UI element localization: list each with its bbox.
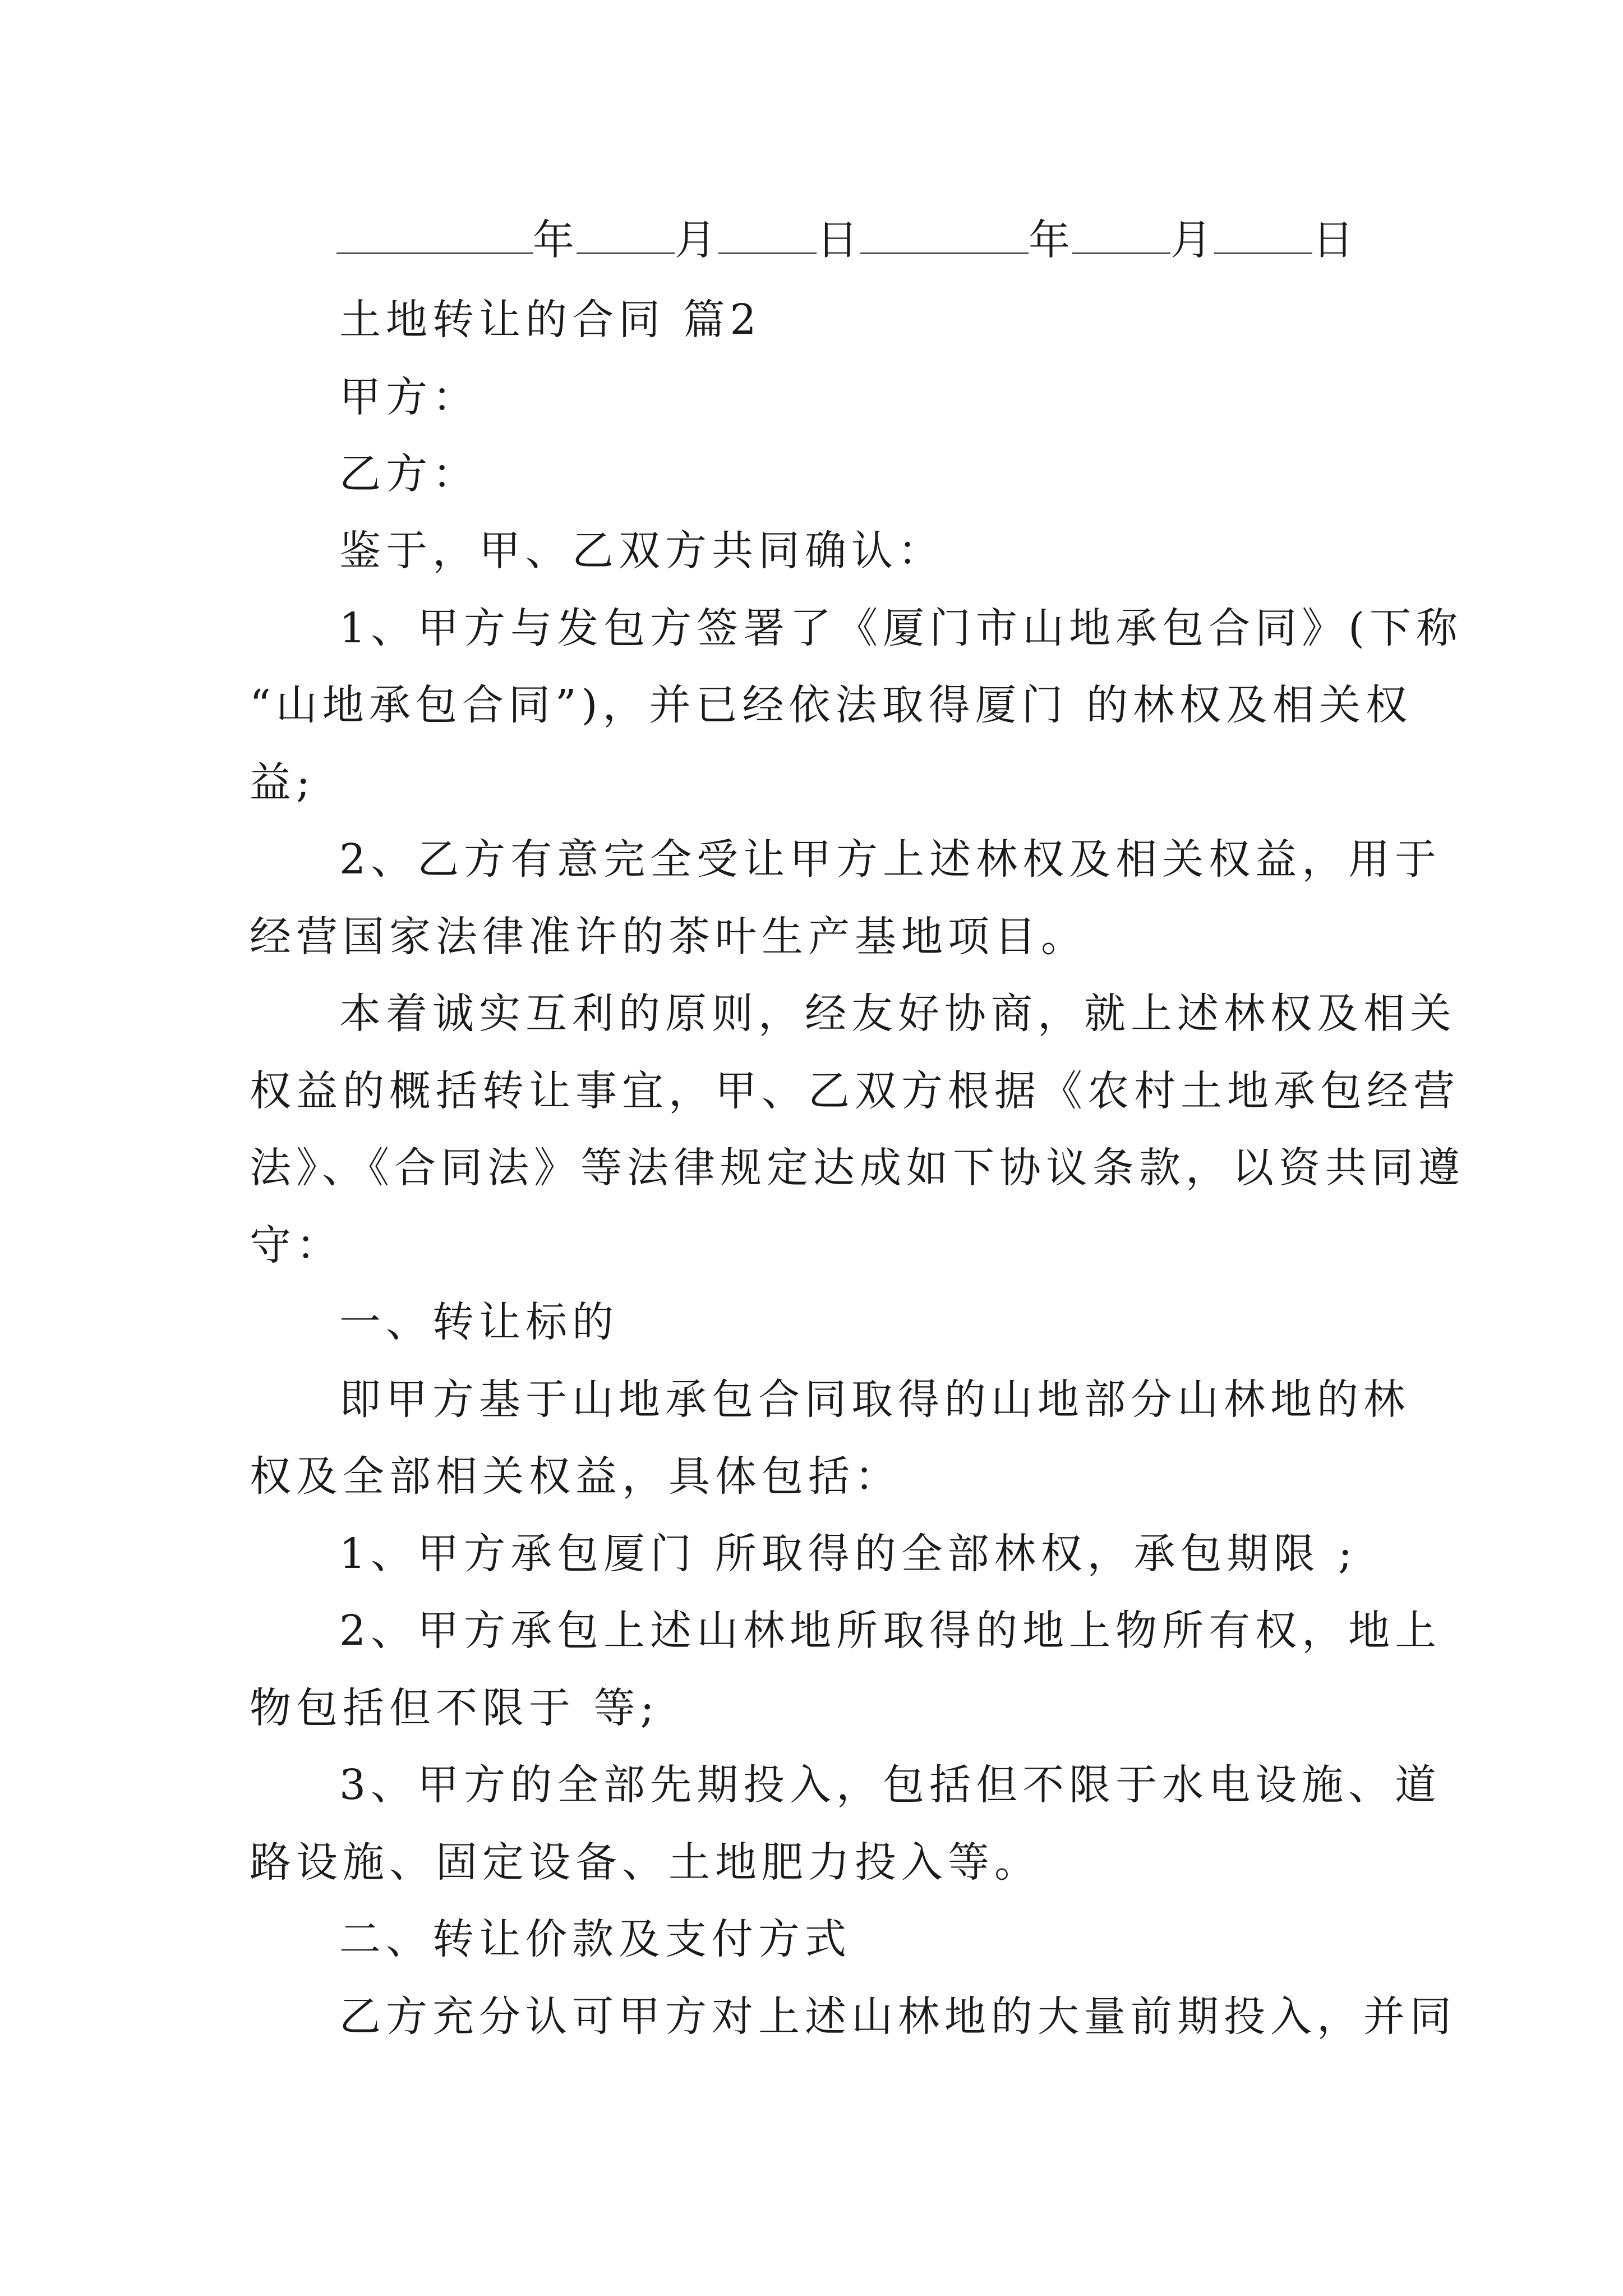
- clause-heading: 一、转让标的: [339, 1298, 619, 1346]
- paragraph-line: 乙方充分认可甲方对上述山林地的大量前期投入，并同: [339, 1993, 1456, 2041]
- paragraph-line: 本着诚实互利的原则，经友好协商，就上述林权及相关: [339, 990, 1456, 1038]
- section-heading: 土地转让的合同 篇2: [339, 296, 762, 344]
- year-label-2: 年: [1029, 216, 1072, 264]
- paragraph-line: 3、甲方的全部先期投入，包括但不限于水电设施、道: [339, 1761, 1442, 1809]
- year-label: 年: [533, 216, 577, 264]
- year-blank: [336, 213, 533, 254]
- month-label: 月: [675, 216, 718, 264]
- party-b-label: 乙方：: [339, 450, 479, 498]
- party-a-label: 甲方：: [339, 373, 479, 421]
- month-label-2: 月: [1170, 216, 1214, 264]
- paragraph-line: “山地承包合同”)，并已经依法取得厦门 的林权及相关权: [250, 681, 1413, 729]
- year-blank-2: [860, 213, 1029, 254]
- paragraph-line: 鉴于，甲、乙双方共同确认：: [339, 527, 944, 575]
- day-label-2: 日: [1312, 216, 1356, 264]
- paragraph-line: 2、乙方有意完全受让甲方上述林权及相关权益，用于: [339, 835, 1442, 884]
- clause-heading: 二、转让价款及支付方式: [339, 1915, 851, 1963]
- paragraph-line: 2、甲方承包上述山林地所取得的地上物所有权，地上: [339, 1607, 1442, 1655]
- paragraph-line: 1、甲方承包厦门 所取得的全部林权，承包期限 ;: [339, 1530, 1358, 1578]
- paragraph-line: 权益的概括转让事宜，甲、乙双方根据《农村土地承包经营: [250, 1067, 1460, 1115]
- paragraph-line: 经营国家法律准许的茶叶生产基地项目。: [250, 913, 1087, 961]
- signature-date-line: [336, 212, 1356, 268]
- day-label: 日: [817, 216, 860, 264]
- day-blank-2: [1214, 213, 1312, 254]
- paragraph-line: 物包括但不限于 等;: [250, 1684, 660, 1732]
- paragraph-line: 即甲方基于山地承包合同取得的山地部分山林地的林: [339, 1375, 1410, 1424]
- paragraph-line: 1、甲方与发包方签署了《厦门市山地承包合同》(下称: [339, 604, 1463, 652]
- paragraph-line: 法》、《合同法》等法律规定达成如下协议条款，以资共同遵: [250, 1144, 1465, 1192]
- paragraph-line: 守：: [250, 1221, 343, 1269]
- month-blank: [577, 213, 675, 254]
- paragraph-line: 益;: [250, 758, 315, 807]
- month-blank-2: [1072, 213, 1170, 254]
- day-blank: [718, 213, 817, 254]
- paragraph-line: 路设施、固定设备、土地肥力投入等。: [250, 1838, 1041, 1887]
- paragraph-line: 权及全部相关权益，具体包括：: [250, 1452, 901, 1501]
